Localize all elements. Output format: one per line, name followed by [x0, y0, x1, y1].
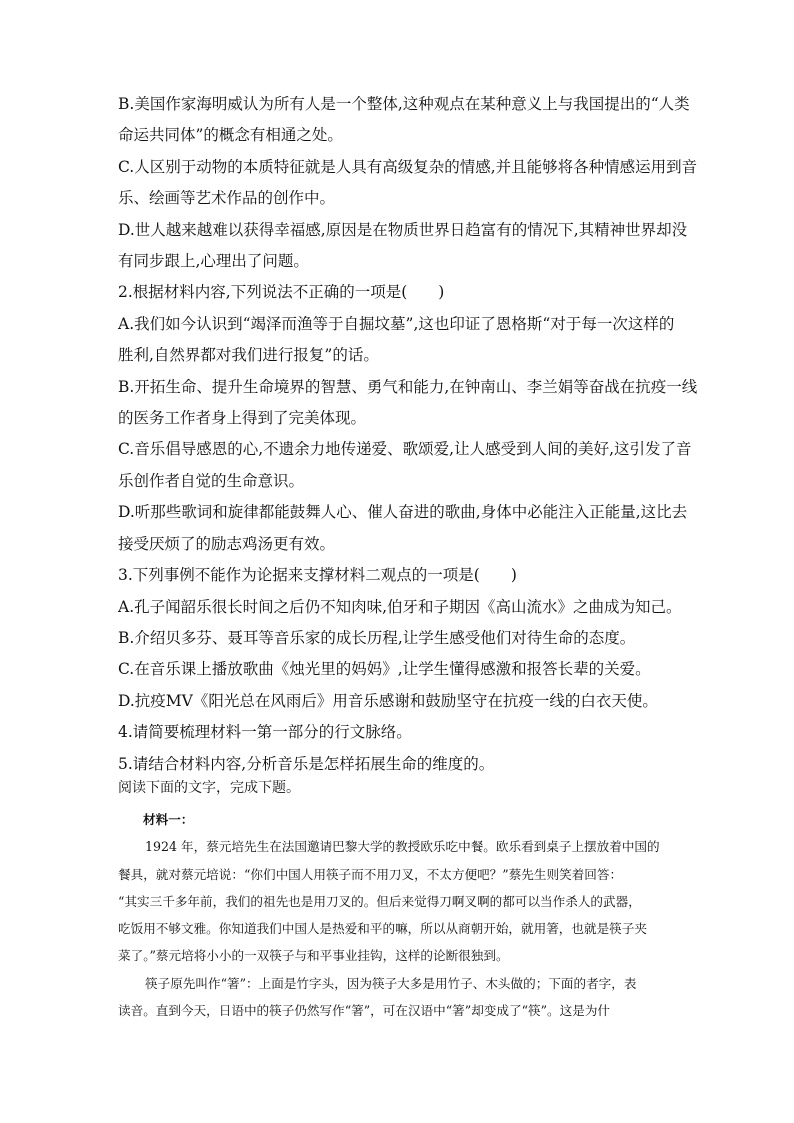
q2-option-c-line-2: 乐创作者自觉的生命意识。 [118, 471, 305, 490]
q2-option-d-line-1: D.听那些歌词和旋律都能鼓舞人心、催人奋进的歌曲,身体中必能注入正能量,这比去 [118, 503, 688, 522]
q2-option-c-line-1: C.音乐倡导感恩的心,不遗余力地传递爱、歌颂爱,让人感受到人间的美好,这引发了音 [118, 440, 692, 459]
option-c-line-2: 乐、绘画等艺术作品的创作中。 [118, 189, 336, 208]
option-b-line-2: 命运共同体”的概念有相通之处。 [118, 126, 343, 145]
question-5: 5.请结合材料内容,分析音乐是怎样拓展生命的维度的。 [118, 754, 495, 773]
question-3-stem: 3.下列事例不能作为论据来支撑材料二观点的一项是( ) [118, 566, 517, 585]
q3-option-a: A.孔子闻韶乐很长时间之后仍不知肉味,伯牙和子期因《高山流水》之曲成为知己。 [118, 597, 682, 616]
question-2-stem: 2.根据材料内容,下列说法不正确的一项是( ) [118, 283, 445, 302]
passage-line-4: 吃饭用不够文雅。你知道我们中国人是热爱和平的嘛，所以从商朝开始，就用箸，也就是筷子夹 [118, 921, 647, 937]
q2-option-a-line-1: A.我们如今认识到“竭泽而渔等于自掘坟墓”,这也印证了恩格斯“对于每一次这样的 [118, 314, 675, 333]
passage-line-2: 餐具，就对蔡元培说：“你们中国人用筷子而不用刀叉，不太方便吧？”蔡先生则笑着回答： [118, 866, 623, 882]
reading-instruction: 阅读下面的文字，完成下题。 [118, 780, 300, 796]
passage-line-1: 1924 年，蔡元培先生在法国邀请巴黎大学的教授欧乐吃中餐。欧乐看到桌子上摆放着中国的 [145, 839, 660, 855]
passage-line-7: 读音。直到今天，日语中的筷子仍然写作“箸”，可在汉语中“箸”却变成了“筷”。这是为什 [118, 1003, 611, 1019]
q3-option-c: C.在音乐课上播放歌曲《烛光里的妈妈》,让学生懂得感激和报答长辈的关爱。 [118, 660, 651, 679]
option-c-line-1: C.人区别于动物的本质特征就是人具有高级复杂的情感,并且能够将各种情感运用到音 [118, 157, 698, 176]
option-d-line-2: 有同步跟上,心理出了问题。 [118, 252, 309, 271]
reading-passage [118, 806, 698, 1024]
q3-option-b: B.介绍贝多芬、聂耳等音乐家的成长历程,让学生感受他们对待生命的态度。 [118, 628, 636, 647]
q2-option-b-line-1: B.开拓生命、提升生命境界的智慧、勇气和能力,在钟南山、李兰娟等奋战在抗疫一线 [118, 377, 698, 396]
passage-line-3: “其实三千多年前，我们的祖先也是用刀叉的。但后来觉得刀啊叉啊的都可以当作杀人的武器， [118, 893, 641, 909]
q2-option-d-line-2: 接受厌烦了的励志鸡汤更有效。 [118, 534, 336, 553]
question-4: 4.请简要梳理材料一第一部分的行文脉络。 [118, 723, 412, 742]
material-1-heading: 材料一： [143, 812, 194, 827]
question-block [118, 89, 700, 780]
passage-line-6: 筷子原先叫作“箸”：上面是竹字头，因为筷子大多是用竹子、木头做的；下面的者字，表 [145, 975, 637, 991]
passage-line-5: 菜了。”蔡元培将小小的一双筷子与和平事业挂钩，这样的论断很独到。 [118, 948, 509, 964]
option-d-line-1: D.世人越来越难以获得幸福感,原因是在物质世界日趋富有的情况下,其精神世界却没 [118, 220, 688, 239]
q3-option-d: D.抗疫MV《阳光总在风雨后》用音乐感谢和鼓励坚守在抗疫一线的白衣天使。 [118, 691, 658, 710]
option-b-line-1: B.美国作家海明威认为所有人是一个整体,这种观点在某种意义上与我国提出的“人类 [118, 95, 690, 113]
q2-option-a-line-2: 胜利,自然界都对我们进行报复”的话。 [118, 346, 379, 365]
q2-option-b-line-2: 的医务工作者身上得到了完美体现。 [118, 409, 367, 428]
